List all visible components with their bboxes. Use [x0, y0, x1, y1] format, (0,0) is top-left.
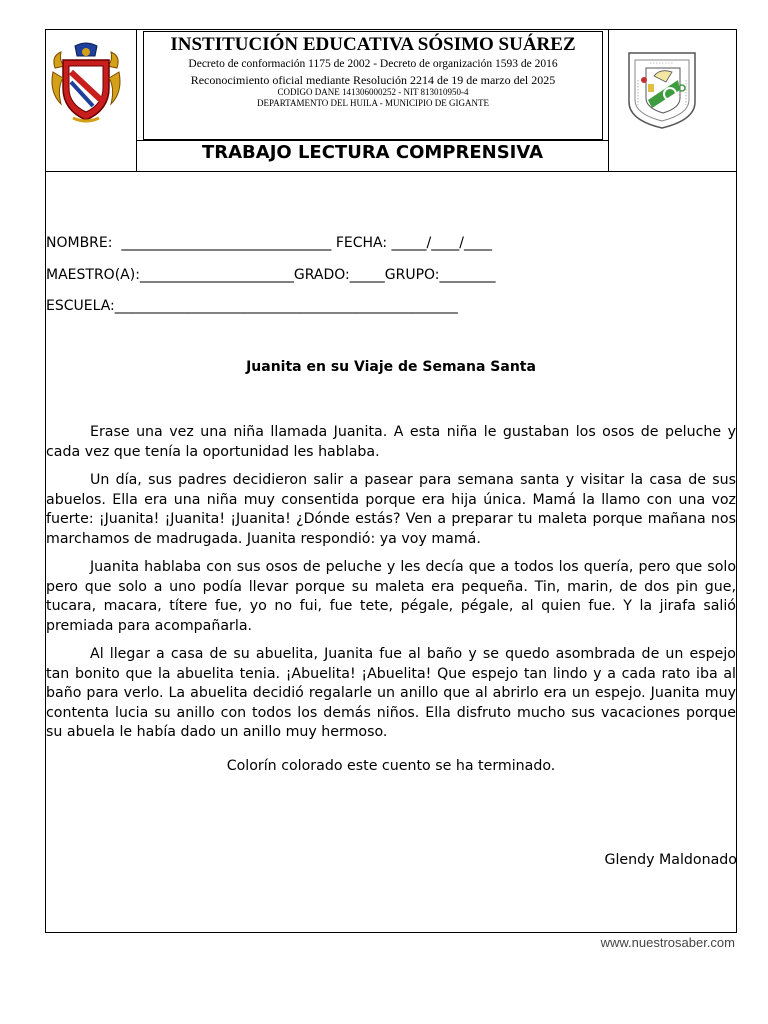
story-body: [46, 423, 736, 752]
school-emblem-logo: [626, 50, 698, 130]
name-date-line: NOMBRE: ______________________________ FECHA: _____/____/____: [46, 235, 492, 251]
story-paragraph: Juanita hablaba con sus osos de peluche y les decía que a todos los quería, pero que solo pero que solo a uno podía llevar porque su maleta era pequeña. Tin, marin, de dos pin gue, tucara, macara, títere fue, yo no fui, fue tete, pégale, pégale, al quien fue. Y la jirafa salió premiada para acompañarla.: [46, 559, 736, 634]
story-paragraph: Erase una vez una niña llamada Juanita. A esta niña le gustaban los osos de peluche y cada vez que tenía la oportunidad les hablaba.: [46, 424, 736, 460]
coat-of-arms-logo: [49, 42, 123, 124]
institution-name: INSTITUCIÓN EDUCATIVA SÓSIMO SUÁREZ: [170, 34, 576, 55]
codes-text: CODIGO DANE 141306000252 - NIT 813010950-4: [277, 87, 469, 97]
story-paragraph: Un día, sus padres decidieron salir a pasear para semana santa y visitar la casa de sus abuelos. Ella era una niña muy consentida porque era hija única. Mamá la llamo con una voz fuerte: ¡Juanita! ¡Juanita! ¡Juanita! ¿Dónde estás? Ven a preparar tu maleta porque mañana nos marchamos de madrugada. Juanita respondió: ya voy mamá.: [46, 472, 736, 547]
story-paragraph: Al llegar a casa de su abuelita, Juanita fue al baño y se quedo asombrada de un espejo tan bonito que la abuelita tenia. ¡Abuelita! ¡Abuelita! Que espejo tan lindo y a cada rato iba al baño para verlo. La abuelita decidió regalarle un anillo que al abrirlo era un espejo. Juanita muy contenta lucia su anillo con todos los demás niños. Ella disfruto mucho sus vacaciones porque su abuela le había dado un anillo muy hermoso.: [46, 646, 736, 740]
worksheet-title: TRABAJO LECTURA COMPRENSIVA: [201, 142, 544, 163]
teacher-grade-group-line: MAESTRO(A):______________________GRADO:_____GRUPO:________: [46, 267, 496, 283]
story-closing: Colorín colorado este cuento se ha terminado.: [226, 758, 556, 774]
recognition-text: Reconocimiento oficial mediante Resolución 2214 de 19 de marzo del 2025: [190, 73, 556, 87]
website-link[interactable]: www.nuestrosaber.com: [600, 935, 735, 950]
story-title: Juanita en su Viaje de Semana Santa: [246, 359, 536, 375]
school-line: ESCUELA:_________________________________________________: [46, 298, 458, 314]
institution-header: [143, 31, 603, 140]
decree-text: Decreto de conformación 1175 de 2002 - Decreto de organización 1593 de 2016: [188, 58, 558, 70]
department-text: DEPARTAMENTO DEL HUILA - MUNICIPIO DE GIGANTE: [257, 98, 489, 108]
story-author: Glendy Maldonado: [604, 852, 737, 868]
